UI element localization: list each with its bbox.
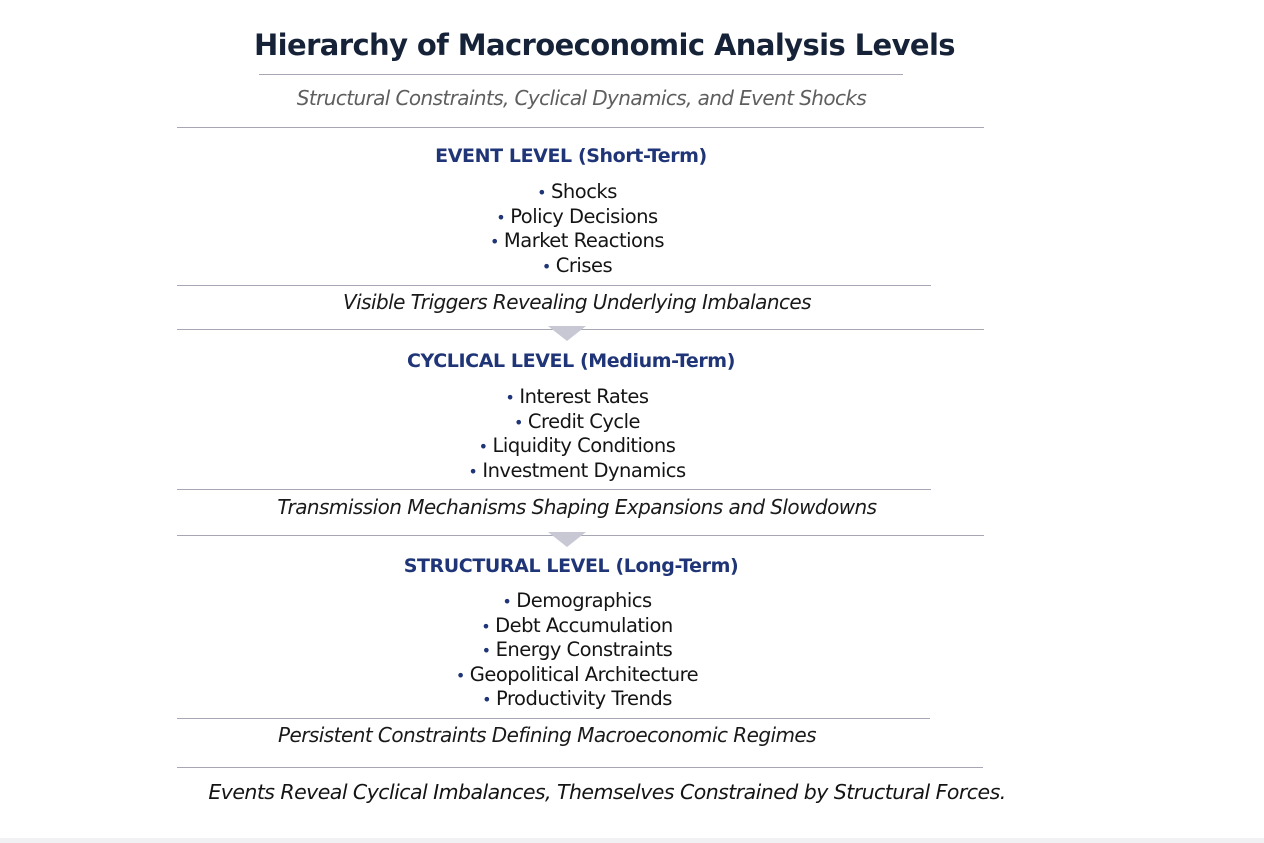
- list-item: [177, 229, 977, 254]
- item-label: Policy Decisions: [510, 204, 658, 228]
- cyclical-level-title: CYCLICAL LEVEL (Medium-Term): [407, 350, 735, 372]
- bullet-icon: •: [496, 207, 506, 227]
- bullet-icon: •: [481, 641, 491, 660]
- structural-level-divider: [177, 718, 930, 719]
- list-item: [177, 205, 977, 230]
- event-level-caption: Visible Triggers Revealing Underlying Imbalances: [342, 290, 812, 314]
- structural-caption-divider: [177, 767, 983, 768]
- list-item: [177, 254, 977, 279]
- list-item: [177, 614, 977, 639]
- list-item: [177, 459, 977, 484]
- list-item: [177, 410, 977, 435]
- list-item: [177, 663, 977, 688]
- item-label: Energy Constraints: [495, 638, 673, 661]
- down-arrow-icon: [548, 326, 586, 341]
- bullet-icon: •: [481, 616, 491, 636]
- bullet-icon: •: [513, 412, 523, 432]
- bullet-icon: •: [541, 256, 551, 276]
- bullet-icon: •: [482, 690, 492, 709]
- item-label: Liquidity Conditions: [492, 434, 676, 457]
- header-divider: [177, 127, 984, 128]
- structural-level-caption: Persistent Constraints Defining Macroeconomic Regimes: [277, 723, 817, 747]
- bullet-icon: •: [489, 232, 499, 251]
- structural-level-items: [177, 589, 977, 712]
- list-item: [177, 180, 977, 205]
- event-level-items: [177, 180, 977, 278]
- structural-level-title: STRUCTURAL LEVEL (Long-Term): [403, 555, 739, 577]
- diagram-subtitle: Structural Constraints, Cyclical Dynamics, and Event Shocks: [296, 86, 867, 110]
- item-label: Credit Cycle: [527, 409, 641, 433]
- cyclical-level-items: [177, 385, 977, 483]
- item-label: Market Reactions: [503, 229, 665, 252]
- item-label: Shocks: [551, 180, 617, 203]
- list-item: [177, 434, 977, 459]
- list-item: [177, 385, 977, 410]
- item-label: Interest Rates: [519, 385, 649, 408]
- diagram-title: Hierarchy of Macroeconomic Analysis Levels: [254, 28, 955, 62]
- item-label: Crises: [555, 253, 613, 277]
- bullet-icon: •: [478, 437, 488, 456]
- bullet-icon: •: [468, 461, 478, 481]
- bullet-icon: •: [455, 665, 465, 685]
- list-item: [177, 687, 977, 712]
- item-label: Productivity Trends: [496, 687, 672, 710]
- item-label: Geopolitical Architecture: [469, 662, 699, 686]
- conclusion-text: Events Reveal Cyclical Imbalances, Themselves Constrained by Structural Forces.: [208, 780, 1006, 804]
- footer-band: [0, 838, 1264, 843]
- item-label: Investment Dynamics: [482, 458, 686, 482]
- bullet-icon: •: [537, 183, 547, 202]
- down-arrow-icon: [548, 532, 586, 547]
- list-item: [177, 589, 977, 614]
- cyclical-level-divider: [177, 489, 931, 490]
- list-item: [177, 638, 977, 663]
- bullet-icon: •: [505, 388, 515, 407]
- event-level-title: EVENT LEVEL (Short-Term): [435, 145, 707, 167]
- item-label: Debt Accumulation: [495, 613, 673, 637]
- title-underline: [259, 74, 903, 75]
- event-level-divider: [177, 285, 931, 286]
- item-label: Demographics: [516, 589, 652, 612]
- bullet-icon: •: [502, 592, 512, 611]
- cyclical-level-caption: Transmission Mechanisms Shaping Expansions and Slowdowns: [277, 495, 877, 519]
